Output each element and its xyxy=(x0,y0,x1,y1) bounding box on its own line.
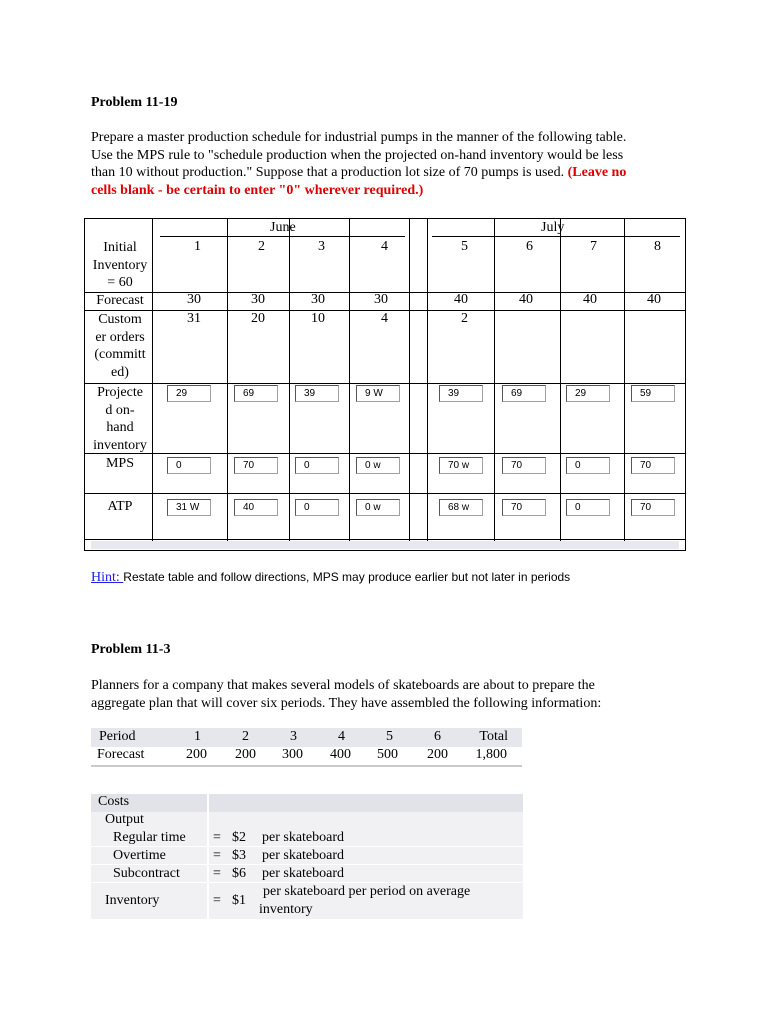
period-cell: Total xyxy=(479,729,508,744)
hint-line xyxy=(91,570,570,586)
atp-input[interactable]: 31 W xyxy=(167,499,211,516)
cost-eq: = xyxy=(213,830,221,845)
projected-input[interactable]: 69 xyxy=(234,385,278,402)
table-footer-band xyxy=(91,541,679,549)
cost-desc: per skateboard xyxy=(262,866,345,881)
row-label-mps: MPS xyxy=(105,456,135,471)
row-label-projected: Projecte d on- hand inventory xyxy=(93,385,147,453)
projected-input[interactable]: 9 W xyxy=(356,385,400,402)
forecast-cell: 40 xyxy=(583,292,597,307)
row-label-atp: ATP xyxy=(107,499,133,514)
period-cell: 2 xyxy=(242,729,249,744)
text-line: aggregate plan that will cover six periods. They have assembled the following information: xyxy=(91,695,602,711)
mps-input[interactable]: 0 xyxy=(566,457,610,474)
projected-input[interactable]: 39 xyxy=(439,385,483,402)
row-label-customer-orders: Custom er orders (committ ed) xyxy=(94,312,146,380)
atp-input[interactable]: 70 xyxy=(502,499,546,516)
mps-input[interactable]: 0 xyxy=(167,457,211,474)
problem-1-title: Problem 11-19 xyxy=(91,95,178,110)
mps-input[interactable]: 70 xyxy=(502,457,546,474)
customer-orders-cell: 20 xyxy=(251,311,265,326)
forecast-cell: 40 xyxy=(647,292,661,307)
cost-label: Regular time xyxy=(113,830,186,845)
forecast-cell: 400 xyxy=(330,747,351,762)
cost-desc: per skateboard xyxy=(262,830,345,845)
forecast-cell: 30 xyxy=(187,292,201,307)
projected-input[interactable]: 29 xyxy=(167,385,211,402)
customer-orders-cell: 2 xyxy=(461,311,468,326)
forecast-label: Forecast xyxy=(97,747,145,762)
forecast-cell: 500 xyxy=(377,747,398,762)
forecast-cell: 30 xyxy=(311,292,325,307)
warning-text: (Leave no xyxy=(567,165,627,180)
costs-header: Costs xyxy=(98,794,130,809)
mps-input[interactable]: 0 w xyxy=(356,457,400,474)
projected-input[interactable]: 39 xyxy=(295,385,339,402)
projected-input[interactable]: 59 xyxy=(631,385,675,402)
cost-desc: per skateboard xyxy=(262,848,345,863)
atp-input[interactable]: 40 xyxy=(234,499,278,516)
atp-input[interactable]: 0 xyxy=(566,499,610,516)
problem-2-title: Problem 11-3 xyxy=(91,642,171,657)
forecast-cell: 200 xyxy=(235,747,256,762)
mps-input[interactable]: 0 xyxy=(295,457,339,474)
customer-orders-cell: 4 xyxy=(381,311,388,326)
period-cell: 5 xyxy=(386,729,393,744)
month-july: July xyxy=(541,220,565,235)
cost-desc: inventory xyxy=(259,902,313,917)
atp-input[interactable]: 0 w xyxy=(356,499,400,516)
cost-label: Subcontract xyxy=(113,866,180,881)
hint-text: Restate table and follow directions, MPS may produce earlier but not later in periods xyxy=(123,570,571,584)
period-header: 6 xyxy=(526,239,533,254)
cost-eq: = xyxy=(213,848,221,863)
period-cell: 4 xyxy=(338,729,345,744)
forecast-table xyxy=(91,728,522,768)
period-label: Period xyxy=(99,729,136,744)
period-header: 7 xyxy=(590,239,597,254)
period-header: 2 xyxy=(258,239,265,254)
month-june: June xyxy=(270,220,296,235)
period-header: 3 xyxy=(318,239,325,254)
row-label-forecast: Forecast xyxy=(96,293,144,308)
warning-text: cells blank - be certain to enter "0" wherever required.) xyxy=(91,182,424,198)
text-line: than 10 without production." Suppose that a production lot size of 70 pumps is used. xyxy=(91,165,568,180)
cost-amount: $3 xyxy=(232,848,246,863)
period-cell: 1 xyxy=(194,729,201,744)
forecast-cell: 200 xyxy=(427,747,448,762)
mps-input[interactable]: 70 xyxy=(631,457,675,474)
period-cell: 3 xyxy=(290,729,297,744)
projected-input[interactable]: 69 xyxy=(502,385,546,402)
cost-eq: = xyxy=(213,893,221,908)
forecast-cell: 1,800 xyxy=(475,747,507,762)
mps-input[interactable]: 70 xyxy=(234,457,278,474)
cost-eq: = xyxy=(213,866,221,881)
text-line: Use the MPS rule to "schedule production when the projected on-hand inventory would be less xyxy=(91,147,624,163)
forecast-cell: 30 xyxy=(251,292,265,307)
forecast-cell: 40 xyxy=(519,292,533,307)
period-header: 5 xyxy=(461,239,468,254)
customer-orders-cell: 10 xyxy=(311,311,325,326)
cost-amount: $1 xyxy=(232,893,246,908)
atp-input[interactable]: 68 w xyxy=(439,499,483,516)
forecast-cell: 200 xyxy=(186,747,207,762)
atp-input[interactable]: 0 xyxy=(295,499,339,516)
cost-amount: $6 xyxy=(232,866,246,881)
cost-desc: per skateboard per period on average xyxy=(263,884,471,899)
forecast-cell: 300 xyxy=(282,747,303,762)
problem-2-text xyxy=(91,677,691,712)
projected-input[interactable]: 29 xyxy=(566,385,610,402)
forecast-cell: 30 xyxy=(374,292,388,307)
atp-input[interactable]: 70 xyxy=(631,499,675,516)
text-line: Planners for a company that makes several models of skateboards are about to prepare the xyxy=(91,678,595,693)
inventory-label: Inventory xyxy=(105,893,160,908)
text-line: Prepare a master production schedule for industrial pumps in the manner of the following table. xyxy=(91,130,627,145)
mps-input[interactable]: 70 w xyxy=(439,457,483,474)
mps-table xyxy=(84,218,686,551)
period-header: 1 xyxy=(194,239,201,254)
cost-amount: $2 xyxy=(232,830,246,845)
output-label: Output xyxy=(105,812,144,827)
row-label-initial: Initial Inventory = 60 xyxy=(92,240,148,290)
cost-label: Overtime xyxy=(113,848,166,863)
hint-link[interactable]: Hint: xyxy=(91,570,124,585)
customer-orders-cell: 31 xyxy=(187,311,201,326)
period-header: 4 xyxy=(381,239,388,254)
forecast-cell: 40 xyxy=(454,292,468,307)
problem-1-text xyxy=(91,129,691,199)
period-header: 8 xyxy=(654,239,661,254)
period-cell: 6 xyxy=(434,729,441,744)
